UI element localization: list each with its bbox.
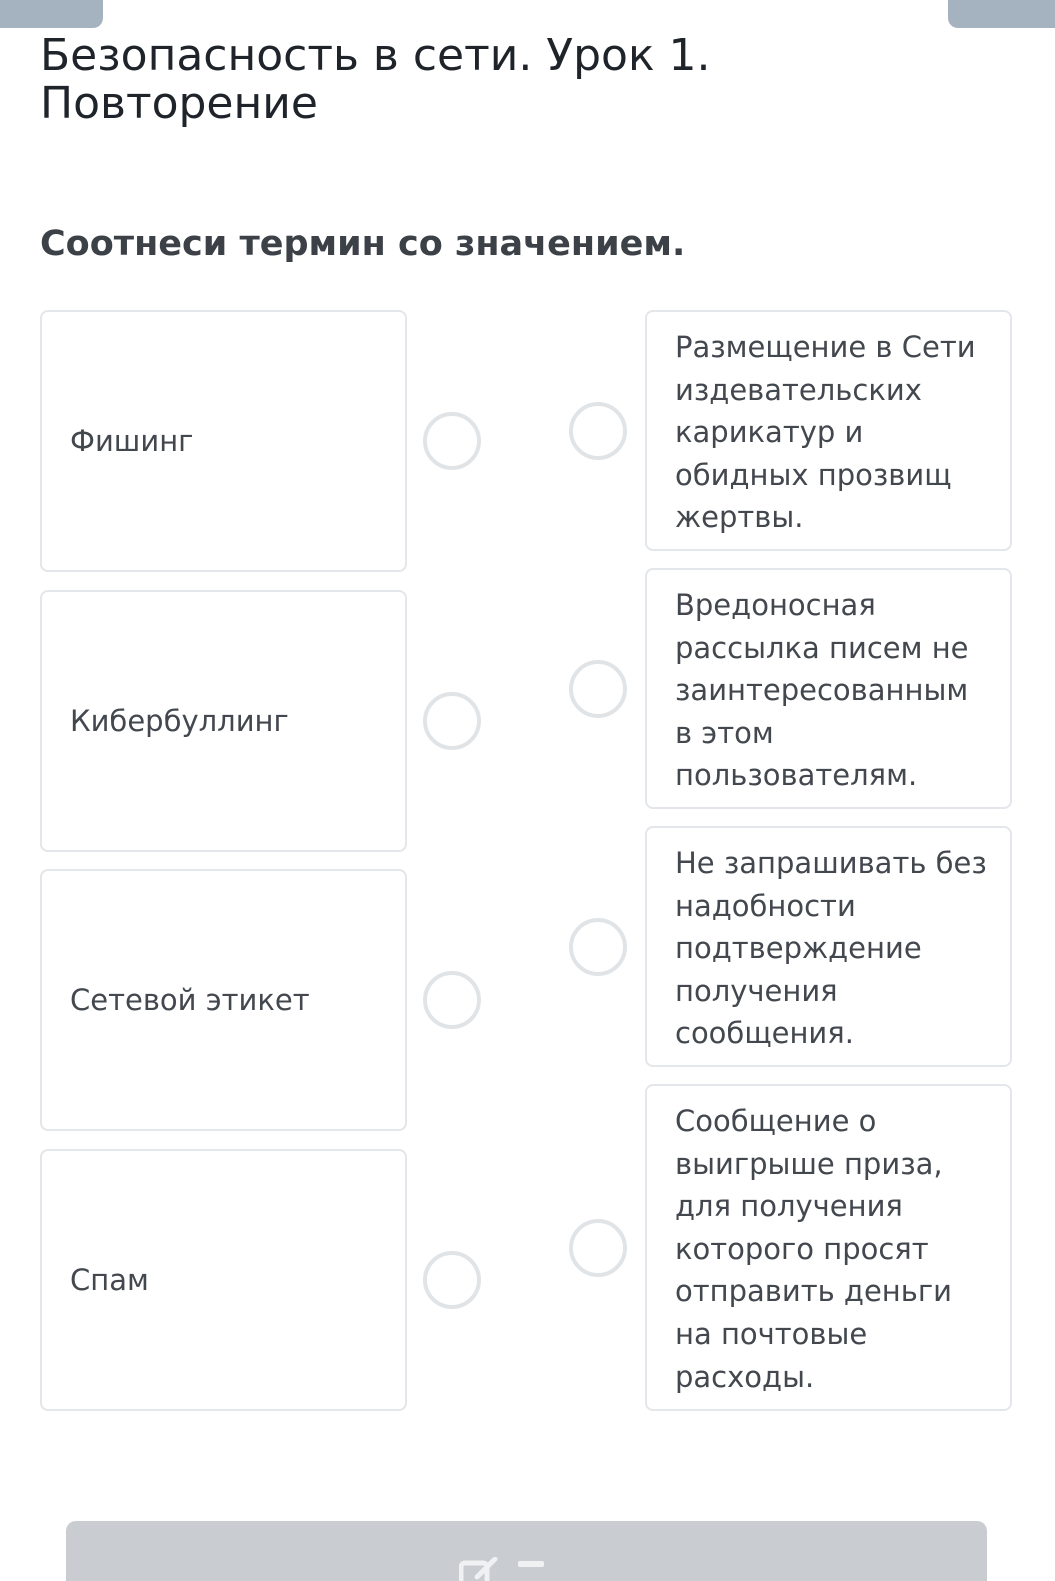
lesson-title: Безопасность в сети. Урок 1. Повторение (40, 30, 711, 129)
term-connector-1[interactable] (423, 412, 481, 470)
definition-text: Не запрашивать без надобности подтверждение получения сообщения. (675, 846, 987, 1051)
term-label: Фишинг (70, 424, 194, 458)
term-card-2[interactable] (40, 590, 407, 852)
definition-text: Вредоносная рассылка писем не заинтересованным в этом пользователям. (675, 588, 969, 793)
definition-card-2[interactable] (645, 568, 1012, 809)
term-label: Кибербуллинг (70, 704, 289, 738)
term-connector-2[interactable] (423, 692, 481, 750)
definition-connector-2[interactable] (569, 660, 627, 718)
definition-card-3[interactable] (645, 826, 1012, 1067)
term-label: Сетевой этикет (70, 983, 310, 1017)
term-card-1[interactable] (40, 310, 407, 572)
term-card-3[interactable] (40, 869, 407, 1131)
check-answer-button[interactable] (66, 1521, 987, 1581)
definition-text: Размещение в Сети издевательских карикатур и обидных прозвищ жертвы. (675, 330, 976, 535)
definition-card-1[interactable] (645, 310, 1012, 551)
check-button-label-fragment (518, 1561, 544, 1567)
top-right-tab[interactable] (948, 0, 1055, 28)
term-connector-3[interactable] (423, 971, 481, 1029)
top-left-tab[interactable] (0, 0, 103, 28)
term-connector-4[interactable] (423, 1251, 481, 1309)
term-card-4[interactable] (40, 1149, 407, 1411)
definition-connector-1[interactable] (569, 402, 627, 460)
definition-text: Сообщение о выигрыше приза, для получения которого просят отправить деньги на почтовые расходы. (675, 1104, 952, 1394)
edit-check-icon (459, 1557, 499, 1581)
definition-connector-3[interactable] (569, 918, 627, 976)
term-label: Спам (70, 1263, 149, 1297)
definition-card-4[interactable] (645, 1084, 1012, 1411)
definition-connector-4[interactable] (569, 1219, 627, 1277)
task-instruction: Соотнеси термин со значением. (40, 224, 686, 264)
